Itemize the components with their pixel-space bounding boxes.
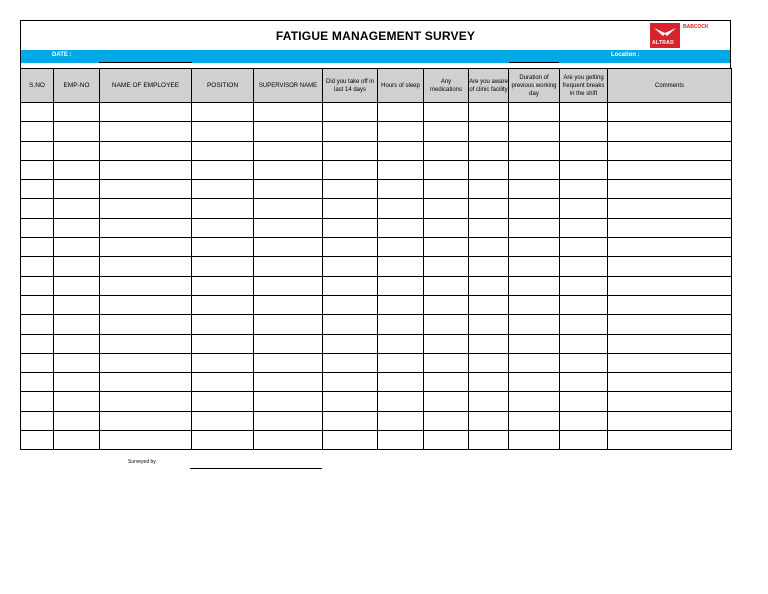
table-cell[interactable] (608, 392, 732, 411)
table-cell[interactable] (424, 431, 469, 450)
table-cell[interactable] (560, 122, 608, 141)
survey-sheet (20, 20, 731, 450)
table-row (21, 411, 732, 430)
table-row (21, 199, 732, 218)
table-cell[interactable] (424, 218, 469, 237)
table-row (21, 392, 732, 411)
table-cell[interactable] (608, 122, 732, 141)
table-cell[interactable] (54, 160, 100, 179)
table-cell[interactable] (608, 276, 732, 295)
table-cell[interactable] (509, 431, 560, 450)
table-cell[interactable] (509, 353, 560, 372)
col-header-took-off: Did you take off in last 14 days (323, 69, 378, 103)
table-cell[interactable] (192, 103, 254, 122)
table-cell[interactable] (560, 295, 608, 314)
table-cell[interactable] (469, 103, 509, 122)
table-cell[interactable] (54, 334, 100, 353)
table-cell[interactable] (21, 238, 54, 257)
table-cell[interactable] (323, 392, 378, 411)
table-cell[interactable] (21, 295, 54, 314)
table-cell[interactable] (608, 180, 732, 199)
table-cell[interactable] (608, 238, 732, 257)
table-cell[interactable] (254, 431, 323, 450)
table-cell[interactable] (378, 353, 424, 372)
col-header-name: NAME OF EMPLOYEE (100, 69, 192, 103)
table-cell[interactable] (560, 315, 608, 334)
table-row (21, 315, 732, 334)
table-cell[interactable] (21, 180, 54, 199)
table-cell[interactable] (323, 353, 378, 372)
table-cell[interactable] (54, 276, 100, 295)
table-cell[interactable] (54, 373, 100, 392)
table-cell[interactable] (21, 160, 54, 179)
table-cell[interactable] (608, 334, 732, 353)
table-row (21, 141, 732, 160)
table-cell[interactable] (192, 411, 254, 430)
table-cell[interactable] (378, 218, 424, 237)
table-cell[interactable] (469, 257, 509, 276)
table-cell[interactable] (100, 160, 192, 179)
table-cell[interactable] (608, 160, 732, 179)
table-cell[interactable] (424, 353, 469, 372)
location-line (509, 62, 559, 63)
table-cell[interactable] (192, 373, 254, 392)
table-cell[interactable] (54, 180, 100, 199)
table-cell[interactable] (323, 334, 378, 353)
table-cell[interactable] (469, 431, 509, 450)
table-cell[interactable] (424, 103, 469, 122)
table-cell[interactable] (254, 238, 323, 257)
table-cell[interactable] (560, 411, 608, 430)
table-cell[interactable] (378, 257, 424, 276)
table-cell[interactable] (469, 295, 509, 314)
col-header-supervisor: SUPERVISOR NAME (254, 69, 323, 103)
table-cell[interactable] (254, 373, 323, 392)
table-cell[interactable] (254, 180, 323, 199)
table-cell[interactable] (469, 411, 509, 430)
col-header-medications: Any medications (424, 69, 469, 103)
table-cell[interactable] (608, 257, 732, 276)
table-cell[interactable] (560, 238, 608, 257)
table-cell[interactable] (192, 353, 254, 372)
table-body (21, 103, 732, 450)
table-cell[interactable] (560, 103, 608, 122)
table-cell[interactable] (254, 199, 323, 218)
table-cell[interactable] (608, 199, 732, 218)
table-cell[interactable] (509, 295, 560, 314)
table-cell[interactable] (424, 411, 469, 430)
table-cell[interactable] (509, 160, 560, 179)
table-cell[interactable] (21, 431, 54, 450)
table-cell[interactable] (608, 353, 732, 372)
table-cell[interactable] (378, 315, 424, 334)
table-cell[interactable] (54, 199, 100, 218)
table-cell[interactable] (560, 180, 608, 199)
table-cell[interactable] (509, 334, 560, 353)
table-cell[interactable] (509, 180, 560, 199)
table-cell[interactable] (192, 334, 254, 353)
table-cell[interactable] (424, 334, 469, 353)
table-cell[interactable] (560, 431, 608, 450)
table-cell[interactable] (100, 392, 192, 411)
table-cell[interactable] (192, 218, 254, 237)
table-cell[interactable] (254, 334, 323, 353)
logo-emblem (650, 23, 680, 48)
table-cell[interactable] (560, 392, 608, 411)
table-cell[interactable] (254, 353, 323, 372)
table-cell[interactable] (469, 276, 509, 295)
table-cell[interactable] (100, 431, 192, 450)
table-cell[interactable] (21, 103, 54, 122)
table-cell[interactable] (469, 392, 509, 411)
table-cell[interactable] (378, 373, 424, 392)
table-cell[interactable] (100, 238, 192, 257)
table-row (21, 103, 732, 122)
table-cell[interactable] (54, 295, 100, 314)
table-cell[interactable] (323, 141, 378, 160)
table-cell[interactable] (254, 160, 323, 179)
survey-table (20, 68, 732, 450)
table-cell[interactable] (100, 141, 192, 160)
table-cell[interactable] (323, 411, 378, 430)
col-header-sleep-hours: Hours of sleep (378, 69, 424, 103)
date-location-bar (20, 50, 731, 63)
table-cell[interactable] (424, 392, 469, 411)
table-cell[interactable] (254, 141, 323, 160)
table-cell[interactable] (21, 218, 54, 237)
table-cell[interactable] (100, 373, 192, 392)
table-cell[interactable] (469, 218, 509, 237)
table-cell[interactable] (378, 334, 424, 353)
table-row (21, 218, 732, 237)
table-cell[interactable] (192, 160, 254, 179)
table-cell[interactable] (323, 180, 378, 199)
col-header-position: POSITION (192, 69, 254, 103)
table-cell[interactable] (254, 411, 323, 430)
title-row (20, 20, 731, 50)
table-cell[interactable] (21, 353, 54, 372)
table-cell[interactable] (560, 257, 608, 276)
table-cell[interactable] (21, 411, 54, 430)
table-cell[interactable] (54, 257, 100, 276)
table-cell[interactable] (54, 392, 100, 411)
table-row (21, 122, 732, 141)
table-cell[interactable] (192, 238, 254, 257)
table-cell[interactable] (378, 295, 424, 314)
table-cell[interactable] (192, 199, 254, 218)
table-cell[interactable] (509, 411, 560, 430)
bird-icon (653, 26, 677, 38)
table-cell[interactable] (378, 392, 424, 411)
table-cell[interactable] (100, 218, 192, 237)
table-cell[interactable] (21, 141, 54, 160)
table-cell[interactable] (323, 199, 378, 218)
table-cell[interactable] (192, 257, 254, 276)
table-cell[interactable] (254, 276, 323, 295)
table-row (21, 353, 732, 372)
table-row (21, 276, 732, 295)
table-cell[interactable] (560, 199, 608, 218)
table-cell[interactable] (21, 257, 54, 276)
location-label: Location : (611, 52, 640, 58)
table-cell[interactable] (54, 122, 100, 141)
table-cell[interactable] (192, 431, 254, 450)
table-cell[interactable] (509, 218, 560, 237)
table-cell[interactable] (608, 315, 732, 334)
table-cell[interactable] (21, 199, 54, 218)
table-cell[interactable] (469, 180, 509, 199)
table-cell[interactable] (378, 276, 424, 295)
col-header-clinic-aware: Are you aware of clinic facility (469, 69, 509, 103)
table-cell[interactable] (100, 411, 192, 430)
table-cell[interactable] (509, 276, 560, 295)
table-row (21, 257, 732, 276)
table-cell[interactable] (100, 257, 192, 276)
table-cell[interactable] (469, 373, 509, 392)
table-cell[interactable] (21, 334, 54, 353)
table-cell[interactable] (608, 103, 732, 122)
table-cell[interactable] (54, 103, 100, 122)
table-cell[interactable] (323, 257, 378, 276)
table-cell[interactable] (21, 122, 54, 141)
footer (20, 459, 731, 471)
table-cell[interactable] (560, 218, 608, 237)
table-cell[interactable] (323, 315, 378, 334)
surveyed-by-field[interactable] (190, 468, 322, 469)
table-cell[interactable] (100, 276, 192, 295)
table-cell[interactable] (608, 141, 732, 160)
table-cell[interactable] (378, 160, 424, 179)
table-cell[interactable] (54, 315, 100, 334)
table-cell[interactable] (608, 218, 732, 237)
table-cell[interactable] (21, 373, 54, 392)
table-row (21, 373, 732, 392)
table-cell[interactable] (560, 276, 608, 295)
table-cell[interactable] (424, 373, 469, 392)
table-cell[interactable] (323, 373, 378, 392)
table-cell[interactable] (192, 315, 254, 334)
table-cell[interactable] (424, 315, 469, 334)
table-cell[interactable] (323, 238, 378, 257)
table-cell[interactable] (424, 199, 469, 218)
table-cell[interactable] (469, 199, 509, 218)
table-cell[interactable] (424, 238, 469, 257)
table-cell[interactable] (424, 257, 469, 276)
table-row (21, 160, 732, 179)
table-cell[interactable] (21, 392, 54, 411)
table-cell[interactable] (560, 353, 608, 372)
table-cell[interactable] (323, 160, 378, 179)
table-cell[interactable] (424, 122, 469, 141)
table-cell[interactable] (509, 141, 560, 160)
table-cell[interactable] (100, 103, 192, 122)
table-cell[interactable] (560, 160, 608, 179)
table-cell[interactable] (54, 238, 100, 257)
table-cell[interactable] (192, 392, 254, 411)
table-cell[interactable] (509, 315, 560, 334)
table-cell[interactable] (509, 373, 560, 392)
table-cell[interactable] (378, 431, 424, 450)
table-cell[interactable] (509, 122, 560, 141)
table-cell[interactable] (378, 122, 424, 141)
table-row (21, 238, 732, 257)
table-cell[interactable] (608, 295, 732, 314)
table-cell[interactable] (100, 180, 192, 199)
table-cell[interactable] (323, 295, 378, 314)
table-cell[interactable] (192, 276, 254, 295)
table-cell[interactable] (469, 315, 509, 334)
table-cell[interactable] (323, 431, 378, 450)
table-cell[interactable] (608, 431, 732, 450)
table-cell[interactable] (378, 238, 424, 257)
table-cell[interactable] (469, 160, 509, 179)
table-cell[interactable] (254, 218, 323, 237)
table-cell[interactable] (560, 373, 608, 392)
table-cell[interactable] (509, 257, 560, 276)
table-cell[interactable] (509, 392, 560, 411)
table-cell[interactable] (509, 199, 560, 218)
table-cell[interactable] (54, 431, 100, 450)
table-cell[interactable] (54, 218, 100, 237)
table-cell[interactable] (100, 199, 192, 218)
table-cell[interactable] (378, 141, 424, 160)
table-cell[interactable] (469, 334, 509, 353)
table-cell[interactable] (323, 218, 378, 237)
table-cell[interactable] (54, 141, 100, 160)
table-cell[interactable] (100, 334, 192, 353)
table-cell[interactable] (608, 373, 732, 392)
table-cell[interactable] (378, 199, 424, 218)
col-header-breaks: Are you getting frequent breaks in the shift (560, 69, 608, 103)
table-cell[interactable] (254, 122, 323, 141)
table-cell[interactable] (469, 353, 509, 372)
logo-text-altrad: ALTRAD (652, 40, 674, 46)
logo-text-babcock: BABCOCK (683, 24, 709, 30)
table-cell[interactable] (469, 238, 509, 257)
table-cell[interactable] (100, 295, 192, 314)
table-cell[interactable] (21, 315, 54, 334)
table-cell[interactable] (254, 392, 323, 411)
table-cell[interactable] (192, 180, 254, 199)
table-cell[interactable] (100, 353, 192, 372)
table-row (21, 334, 732, 353)
date-field[interactable] (99, 62, 192, 63)
table-cell[interactable] (424, 160, 469, 179)
table-cell[interactable] (323, 276, 378, 295)
table-header-row (21, 69, 732, 103)
col-header-emp-no: EMP-NO (54, 69, 100, 103)
company-logo (650, 23, 712, 48)
table-cell[interactable] (254, 315, 323, 334)
table-cell[interactable] (378, 180, 424, 199)
table-cell[interactable] (424, 295, 469, 314)
table-cell[interactable] (378, 103, 424, 122)
table-row (21, 431, 732, 450)
table-cell[interactable] (100, 315, 192, 334)
table-cell[interactable] (254, 295, 323, 314)
table-row (21, 295, 732, 314)
date-label: DATE : (52, 52, 72, 58)
table-cell[interactable] (469, 122, 509, 141)
table-cell[interactable] (54, 353, 100, 372)
page-title: FATIGUE MANAGEMENT SURVEY (275, 29, 476, 43)
table-cell[interactable] (254, 103, 323, 122)
table-cell[interactable] (323, 103, 378, 122)
table-cell[interactable] (54, 411, 100, 430)
table-cell[interactable] (378, 411, 424, 430)
table-cell[interactable] (21, 276, 54, 295)
table-cell[interactable] (192, 141, 254, 160)
surveyed-by-label: Surveyed by (128, 459, 156, 465)
col-header-prev-duration: Duration of previous working day (509, 69, 560, 103)
table-cell[interactable] (100, 122, 192, 141)
table-cell[interactable] (608, 411, 732, 430)
table-cell[interactable] (424, 141, 469, 160)
table-cell[interactable] (192, 122, 254, 141)
table-cell[interactable] (424, 276, 469, 295)
table-row (21, 180, 732, 199)
table-cell[interactable] (192, 295, 254, 314)
table-cell[interactable] (560, 334, 608, 353)
table-cell[interactable] (560, 141, 608, 160)
table-cell[interactable] (469, 141, 509, 160)
col-header-comments: Comments (608, 69, 732, 103)
table-cell[interactable] (509, 238, 560, 257)
table-cell[interactable] (323, 122, 378, 141)
col-header-sno: S.NO (21, 69, 54, 103)
table-cell[interactable] (254, 257, 323, 276)
table-cell[interactable] (424, 180, 469, 199)
table-cell[interactable] (509, 103, 560, 122)
